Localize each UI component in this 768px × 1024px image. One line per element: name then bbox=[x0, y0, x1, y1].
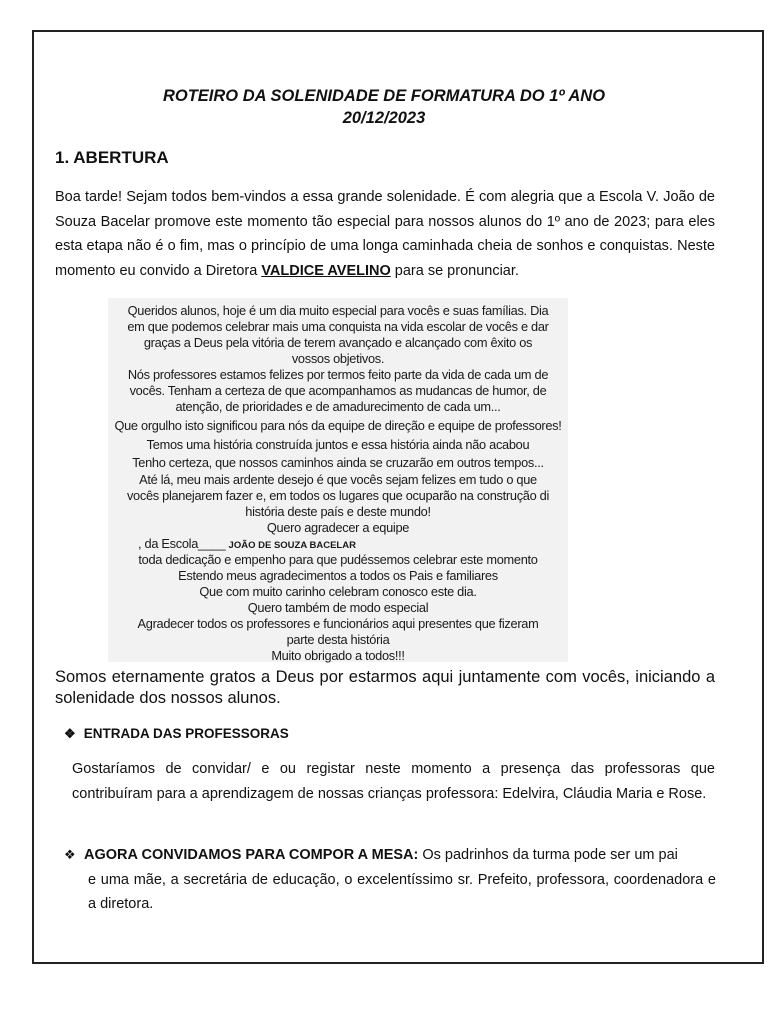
teachers-paragraph: Gostaríamos de convidar/ e ou registar neste momento a presença das professoras que contribuíram para a aprendizagem de nossas crianças professora: Edelvira, Cláudia Maria e Rose. bbox=[72, 761, 715, 802]
speech-line: vocês planejarem fazer e, em todos os lugares que ocuparão na construção di bbox=[126, 488, 550, 503]
speech-line: toda dedicação e empenho para que pudéssemos celebrar este momento bbox=[138, 552, 538, 567]
speech-line: Quero agradecer a equipe bbox=[266, 520, 410, 535]
speech-line: Que com muito carinho celebram conosco este dia. bbox=[199, 584, 477, 599]
speech-line: Até lá, meu mais ardente desejo é que vocês sejam felizes em tudo o que bbox=[139, 472, 537, 487]
speech-line: parte desta história bbox=[286, 632, 390, 647]
speech-line: Nós professores estamos felizes por termos feito parte da vida de cada um de bbox=[127, 367, 549, 382]
table-heading: AGORA CONVIDAMOS PARA COMPOR A MESA: bbox=[84, 847, 419, 863]
speech-line: vossos objetivos. bbox=[291, 351, 385, 366]
section-heading-abertura: 1. ABERTURA bbox=[55, 148, 169, 167]
teachers-heading-text: ENTRADA DAS PROFESSORAS bbox=[83, 726, 289, 741]
table-text-rest: e uma mãe, a secretária de educação, o excelentíssimo sr. Prefeito, professora, coordenadora e a diretora. bbox=[88, 871, 716, 912]
speech-line: em que podemos celebrar mais uma conquista na vida escolar de vocês e dar bbox=[127, 319, 549, 334]
speech-line: Muito obrigado a todos!!! bbox=[271, 648, 405, 663]
table-text-first: Os padrinhos da turma pode ser um pai bbox=[418, 847, 678, 863]
speech-line: Que orgulho isto significou para nós da equipe de direção e equipe de professores! bbox=[114, 418, 562, 433]
speech-line: Queridos alunos, hoje é um dia muito especial para vocês e suas famílias. Dia bbox=[127, 303, 549, 318]
diamond-bullet-icon: ❖ bbox=[64, 726, 76, 741]
speech-line: história deste país e deste mundo! bbox=[245, 504, 431, 519]
director-name: VALDICE AVELINO bbox=[261, 262, 391, 279]
speech-school-prefix: , da Escola____ bbox=[138, 536, 226, 551]
speech-school-name: JOÃO DE SOUZA BACELAR bbox=[228, 540, 356, 551]
gratitude-paragraph: Somos eternamente gratos a Deus por estarmos aqui juntamente com vocês, iniciando a solenidade dos nossos alunos. bbox=[55, 668, 715, 707]
director-speech-image bbox=[108, 298, 568, 662]
document-title: ROTEIRO DA SOLENIDADE DE FORMATURA DO 1º ANO bbox=[162, 87, 606, 105]
document-date: 20/12/2023 bbox=[342, 109, 426, 127]
speech-line: Quero também de modo especial bbox=[247, 600, 429, 615]
opening-text: Boa tarde! Sejam todos bem-vindos a essa grande solenidade. É com alegria que a Escola V. João de Souza Bacelar promove este momento tão especial para nossos alunos do 1º ano de 2023; para eles esta etapa não é o fim, mas o princípio de uma longa caminhada cheia de sonhos e conquistas. Neste momento eu convido a Diretora bbox=[55, 189, 715, 279]
opening-text-end: para se pronunciar. bbox=[390, 262, 519, 279]
diamond-bullet-icon: ❖ bbox=[64, 847, 76, 862]
speech-line: atenção, de prioridades e de amadurecimento de cada um... bbox=[175, 399, 501, 414]
speech-line: Estendo meus agradecimentos a todos os Pais e familiares bbox=[178, 568, 498, 583]
speech-line: vocês. Tenham a certeza de que acompanhamos as mudancas de humor, de bbox=[129, 383, 547, 398]
speech-line: Tenho certeza, que nossos caminhos ainda se cruzarão em outros tempos... bbox=[132, 455, 544, 470]
speech-line: Temos uma história construída juntos e essa história ainda não acabou bbox=[146, 437, 530, 452]
speech-line: Agradecer todos os professores e funcionários aqui presentes que fizeram bbox=[137, 616, 539, 631]
opening-paragraph bbox=[55, 185, 715, 283]
speech-school-line bbox=[138, 536, 356, 551]
speech-line: graças a Deus pela vitória de terem avançado e alcançado com êxito os bbox=[143, 335, 533, 350]
table-composition-item bbox=[64, 843, 716, 917]
teachers-entry-heading bbox=[64, 726, 289, 742]
